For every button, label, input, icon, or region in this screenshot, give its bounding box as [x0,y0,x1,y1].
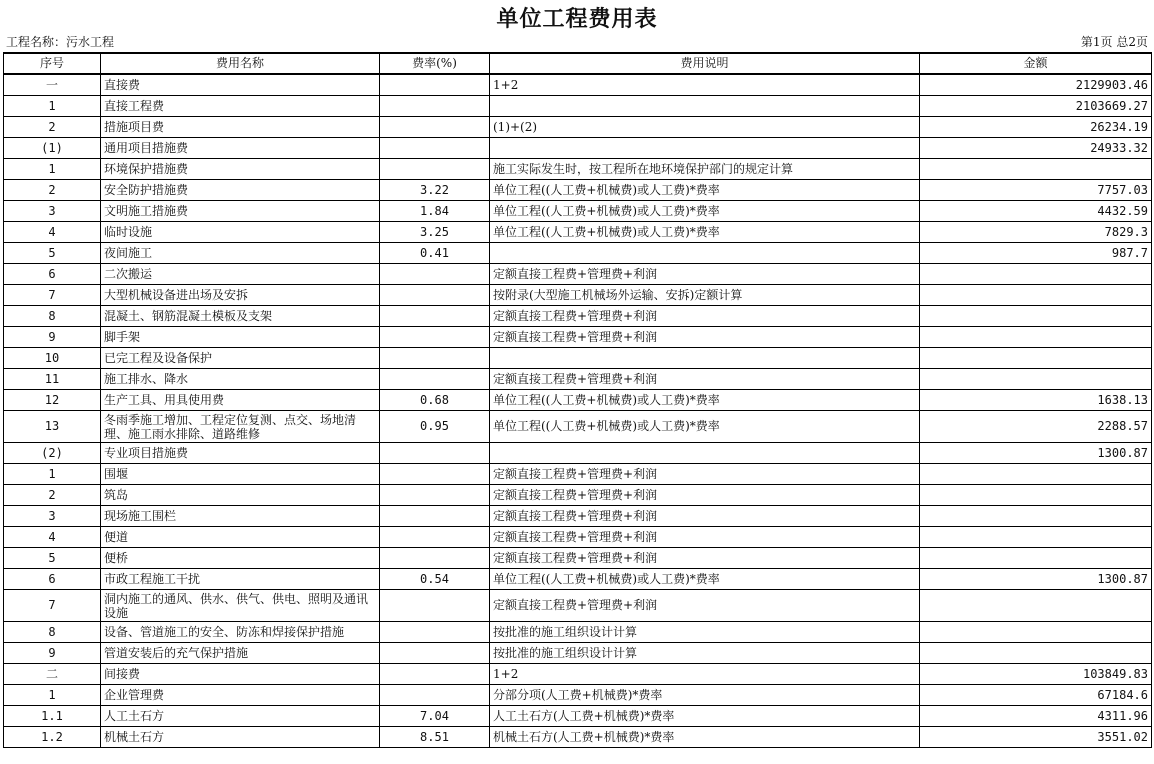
row-amount: 103849.83 [920,664,1152,685]
row-amount [920,306,1152,327]
row-index: 二 [4,664,101,685]
row-index: 7 [4,285,101,306]
row-index: 2 [4,485,101,506]
row-amount [920,590,1152,622]
row-index: 1 [4,159,101,180]
row-description: 单位工程((人工费+机械费)或人工费)*费率 [490,390,920,411]
row-index: 1 [4,96,101,117]
row-name: 大型机械设备进出场及安拆 [101,285,380,306]
row-name: 生产工具、用具使用费 [101,390,380,411]
table-row [4,264,1152,285]
row-rate [380,527,490,548]
row-name: 直接工程费 [101,96,380,117]
row-description [490,96,920,117]
row-index: 6 [4,264,101,285]
row-index: (1) [4,138,101,159]
row-name: 便道 [101,527,380,548]
table-row [4,138,1152,159]
row-rate: 8.51 [380,727,490,748]
row-rate [380,643,490,664]
table-row [4,685,1152,706]
row-amount: 2103669.27 [920,96,1152,117]
table-row [4,569,1152,590]
row-name: 混凝土、钢筋混凝土模板及支架 [101,306,380,327]
table-row [4,590,1152,622]
row-description [490,348,920,369]
row-amount [920,369,1152,390]
table-row [4,348,1152,369]
table-row [4,527,1152,548]
table-row [4,506,1152,527]
row-description [490,243,920,264]
row-amount: 4311.96 [920,706,1152,727]
row-description: 定额直接工程费+管理费+利润 [490,506,920,527]
row-description: 施工实际发生时，按工程所在地环境保护部门的规定计算 [490,159,920,180]
row-name [101,590,380,622]
row-description [490,138,920,159]
table-row [4,201,1152,222]
row-rate: 0.54 [380,569,490,590]
row-description: 定额直接工程费+管理费+利润 [490,264,920,285]
row-rate [380,464,490,485]
row-index: 1.1 [4,706,101,727]
row-rate: 0.95 [380,411,490,443]
header-name: 费用名称 [101,53,380,74]
row-amount [920,464,1152,485]
row-amount: 7829.3 [920,222,1152,243]
table-row [4,369,1152,390]
table-row [4,285,1152,306]
row-description: 人工土石方(人工费+机械费)*费率 [490,706,920,727]
row-index: 1 [4,685,101,706]
row-index: 3 [4,201,101,222]
row-name: 夜间施工 [101,243,380,264]
row-description: 定额直接工程费+管理费+利润 [490,327,920,348]
row-description: 定额直接工程费+管理费+利润 [490,306,920,327]
table-row [4,464,1152,485]
page-info: 第1页 总2页 [1080,35,1148,49]
row-index: 4 [4,222,101,243]
row-index: 12 [4,390,101,411]
row-name: 临时设施 [101,222,380,243]
row-description: 定额直接工程费+管理费+利润 [490,548,920,569]
row-name: 间接费 [101,664,380,685]
row-description: 按批准的施工组织设计计算 [490,643,920,664]
row-rate [380,590,490,622]
row-rate: 3.25 [380,222,490,243]
row-name: 二次搬运 [101,264,380,285]
row-name: 管道安装后的充气保护措施 [101,643,380,664]
row-name: 环境保护措施费 [101,159,380,180]
row-description [490,443,920,464]
row-amount: 2129903.46 [920,74,1152,96]
row-name: 围堰 [101,464,380,485]
row-rate [380,664,490,685]
header-description: 费用说明 [490,53,920,74]
table-row [4,74,1152,96]
row-rate [380,74,490,96]
table-row [4,485,1152,506]
row-rate [380,306,490,327]
row-description: 定额直接工程费+管理费+利润 [490,590,920,622]
row-amount: 67184.6 [920,685,1152,706]
row-amount: 24933.32 [920,138,1152,159]
cost-table [3,52,1152,748]
row-name: 安全防护措施费 [101,180,380,201]
header-rate: 费率(%) [380,53,490,74]
row-index: 11 [4,369,101,390]
row-amount [920,264,1152,285]
row-index: 1 [4,464,101,485]
row-index: 4 [4,527,101,548]
row-amount: 7757.03 [920,180,1152,201]
row-amount: 26234.19 [920,117,1152,138]
row-description: 单位工程((人工费+机械费)或人工费)*费率 [490,222,920,243]
row-amount: 1300.87 [920,569,1152,590]
row-rate: 3.22 [380,180,490,201]
row-name: 脚手架 [101,327,380,348]
row-description: 机械土石方(人工费+机械费)*费率 [490,727,920,748]
row-name: 机械土石方 [101,727,380,748]
row-rate [380,485,490,506]
row-name-text: 冬雨季施工增加、工程定位复测、点交、场地清理、施工雨水排除、道路维修 [104,412,357,441]
table-row [4,180,1152,201]
row-description: 单位工程((人工费+机械费)或人工费)*费率 [490,569,920,590]
row-rate [380,348,490,369]
row-rate [380,96,490,117]
row-amount: 2288.57 [920,411,1152,443]
table-row [4,222,1152,243]
table-row [4,390,1152,411]
row-amount [920,643,1152,664]
header-amount: 金额 [920,53,1152,74]
row-name: 直接费 [101,74,380,96]
row-name: 市政工程施工干扰 [101,569,380,590]
row-amount: 1300.87 [920,443,1152,464]
row-amount [920,159,1152,180]
page-title: 单位工程费用表 [496,7,658,32]
row-description: 单位工程((人工费+机械费)或人工费)*费率 [490,180,920,201]
row-index: 9 [4,643,101,664]
row-description: 按批准的施工组织设计计算 [490,622,920,643]
row-name: 便桥 [101,548,380,569]
table-row [4,411,1152,443]
row-rate: 7.04 [380,706,490,727]
table-row [4,548,1152,569]
row-rate: 0.41 [380,243,490,264]
row-name: 设备、管道施工的安全、防冻和焊接保护措施 [101,622,380,643]
row-index: 2 [4,180,101,201]
table-row [4,706,1152,727]
table-row [4,117,1152,138]
row-name: 企业管理费 [101,685,380,706]
row-index: 5 [4,243,101,264]
row-name: 文明施工措施费 [101,201,380,222]
table-header-row [4,53,1152,74]
row-index: (2) [4,443,101,464]
row-index: 5 [4,548,101,569]
row-name: 专业项目措施费 [101,443,380,464]
row-index: 8 [4,306,101,327]
row-amount [920,485,1152,506]
row-rate [380,685,490,706]
row-amount [920,548,1152,569]
row-index: 7 [4,590,101,622]
row-rate: 1.84 [380,201,490,222]
row-description: 按附录(大型施工机械场外运输、安拆)定额计算 [490,285,920,306]
table-row [4,443,1152,464]
project-name: 工程名称：污水工程 [6,35,115,49]
row-amount [920,327,1152,348]
row-amount [920,506,1152,527]
row-rate [380,117,490,138]
row-name: 人工土石方 [101,706,380,727]
row-rate [380,548,490,569]
row-amount [920,622,1152,643]
row-rate [380,369,490,390]
row-name: 措施项目费 [101,117,380,138]
row-rate [380,138,490,159]
table-row [4,96,1152,117]
row-description: 定额直接工程费+管理费+利润 [490,485,920,506]
row-amount: 4432.59 [920,201,1152,222]
row-rate [380,443,490,464]
row-index: 1.2 [4,727,101,748]
table-row [4,243,1152,264]
table-row [4,306,1152,327]
row-amount [920,527,1152,548]
row-description: 单位工程((人工费+机械费)或人工费)*费率 [490,411,920,443]
row-name-text: 洞内施工的通风、供水、供气、供电、照明及通讯设施 [104,591,369,620]
table-row [4,727,1152,748]
row-rate: 0.68 [380,390,490,411]
row-description: (1)+(2) [490,117,920,138]
row-rate [380,622,490,643]
row-rate [380,159,490,180]
table-row [4,622,1152,643]
row-rate [380,264,490,285]
row-name: 筑岛 [101,485,380,506]
row-index: 9 [4,327,101,348]
row-description: 1+2 [490,664,920,685]
row-name [101,411,380,443]
row-description: 单位工程((人工费+机械费)或人工费)*费率 [490,201,920,222]
table-row [4,643,1152,664]
row-rate [380,506,490,527]
row-name: 现场施工围栏 [101,506,380,527]
row-index: 10 [4,348,101,369]
row-description: 分部分项(人工费+机械费)*费率 [490,685,920,706]
row-index: 3 [4,506,101,527]
row-amount [920,285,1152,306]
row-description: 定额直接工程费+管理费+利润 [490,464,920,485]
row-rate [380,327,490,348]
header-index: 序号 [4,53,101,74]
row-description: 定额直接工程费+管理费+利润 [490,527,920,548]
table-row [4,327,1152,348]
row-name: 通用项目措施费 [101,138,380,159]
row-index: 6 [4,569,101,590]
row-amount: 987.7 [920,243,1152,264]
row-amount: 1638.13 [920,390,1152,411]
row-index: 2 [4,117,101,138]
row-index: 一 [4,74,101,96]
row-index: 13 [4,411,101,443]
row-index: 8 [4,622,101,643]
table-row [4,159,1152,180]
row-description: 定额直接工程费+管理费+利润 [490,369,920,390]
table-row [4,664,1152,685]
row-description: 1+2 [490,74,920,96]
row-name: 已完工程及设备保护 [101,348,380,369]
row-amount: 3551.02 [920,727,1152,748]
row-amount [920,348,1152,369]
row-rate [380,285,490,306]
row-name: 施工排水、降水 [101,369,380,390]
